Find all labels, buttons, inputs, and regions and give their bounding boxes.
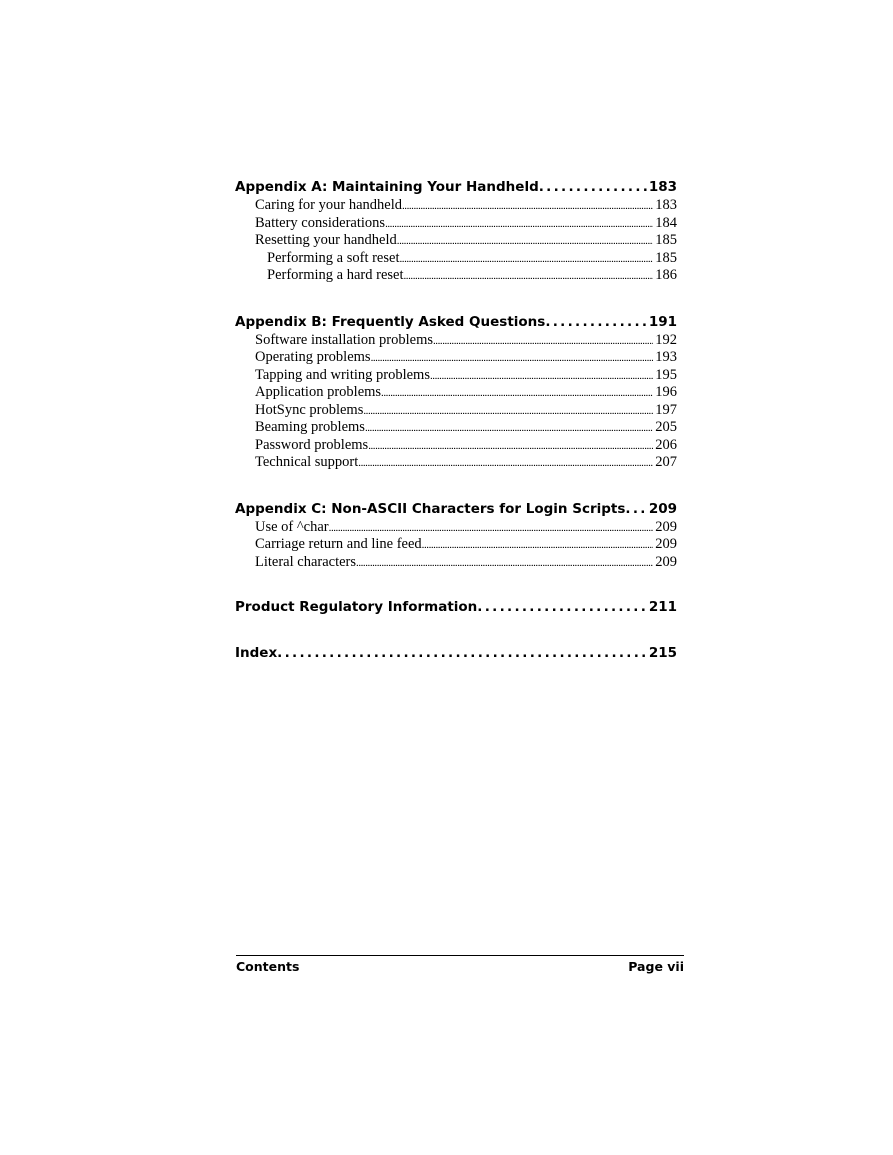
toc-entry-page: 207 — [655, 454, 677, 470]
toc-entry[interactable] — [235, 332, 677, 350]
toc-entry-label: Application problems — [255, 384, 382, 400]
toc-entry-page: 196 — [655, 384, 677, 400]
toc-entry-label: Performing a hard reset — [267, 267, 404, 283]
toc-heading[interactable] — [235, 499, 677, 519]
toc-entry[interactable] — [235, 232, 677, 250]
toc-heading-page: 215 — [648, 645, 677, 661]
dot-leader — [329, 519, 654, 537]
dot-leader — [381, 384, 653, 402]
dot-leader — [625, 499, 646, 519]
toc-entry-page: 186 — [655, 267, 677, 283]
toc-entry-page: 184 — [655, 214, 677, 231]
dot-leader — [402, 197, 653, 215]
toc-entry[interactable] — [235, 402, 677, 420]
dot-leader — [363, 402, 653, 420]
section-spacer — [235, 571, 677, 597]
toc-heading[interactable] — [235, 312, 677, 332]
toc-heading-title: Appendix C: Non-ASCII Characters for Login Scripts — [235, 500, 626, 517]
table-of-contents — [235, 177, 677, 663]
toc-heading-title: Appendix B: Frequently Asked Questions — [235, 313, 546, 330]
toc-entry-page: 209 — [655, 553, 677, 570]
toc-entry-page: 197 — [655, 401, 677, 418]
toc-section-appendix-c — [235, 499, 677, 572]
section-spacer — [235, 472, 677, 499]
toc-entry-label: Carriage return and line feed — [255, 536, 422, 552]
toc-entry-page: 209 — [655, 518, 677, 535]
dot-leader — [422, 536, 654, 554]
toc-entry[interactable] — [235, 519, 677, 537]
toc-entry[interactable] — [235, 367, 677, 385]
page-footer — [236, 955, 684, 974]
toc-entry-label: Password problems — [255, 436, 369, 453]
toc-heading-title: Product Regulatory Information — [235, 599, 478, 615]
toc-heading[interactable] — [235, 643, 677, 663]
toc-entry-page: 206 — [655, 436, 677, 453]
dot-leader — [397, 232, 653, 250]
toc-entry[interactable] — [235, 197, 677, 215]
dot-leader — [404, 267, 654, 285]
footer-page-number: Page vii — [628, 959, 684, 974]
toc-entry-page: 195 — [655, 366, 677, 383]
toc-heading[interactable] — [235, 177, 677, 197]
dot-leader — [430, 367, 653, 385]
toc-heading[interactable] — [235, 597, 677, 617]
toc-entry[interactable] — [235, 536, 677, 554]
toc-heading-page: 183 — [648, 179, 677, 195]
toc-section-appendix-a — [235, 177, 677, 285]
toc-entry-label: Battery considerations — [255, 214, 386, 231]
toc-heading-page: 191 — [648, 313, 677, 330]
toc-entry-label: HotSync problems — [255, 401, 364, 418]
dot-leader — [433, 332, 653, 350]
toc-entry-page: 205 — [655, 419, 677, 435]
toc-entry-page: 183 — [655, 197, 677, 213]
toc-entry[interactable] — [235, 215, 677, 233]
toc-subentry[interactable] — [235, 267, 677, 285]
toc-entry-page: 193 — [655, 349, 677, 365]
toc-entry-label: Beaming problems — [255, 419, 365, 435]
toc-subentry[interactable] — [235, 250, 677, 268]
dot-leader — [356, 554, 653, 572]
toc-heading-page: 209 — [648, 500, 677, 517]
toc-heading-title: Appendix A: Maintaining Your Handheld — [235, 179, 539, 195]
toc-section-index — [235, 643, 677, 663]
dot-leader — [399, 250, 653, 268]
toc-entry[interactable] — [235, 437, 677, 455]
dot-leader — [385, 215, 653, 233]
toc-entry-label: Use of ^char — [255, 518, 329, 535]
toc-entry-page: 185 — [655, 249, 677, 266]
toc-entry-page: 192 — [655, 331, 677, 348]
dot-leader — [477, 597, 647, 617]
toc-heading-page: 211 — [648, 599, 677, 615]
section-spacer — [235, 285, 677, 312]
toc-entry-label: Caring for your handheld — [255, 197, 402, 213]
toc-heading-title: Index — [235, 645, 278, 661]
dot-leader — [358, 454, 653, 472]
toc-entry-label: Operating problems — [255, 349, 371, 365]
toc-entry-page: 209 — [655, 536, 677, 552]
dot-leader — [277, 643, 647, 663]
toc-entry[interactable] — [235, 554, 677, 572]
toc-entry-label: Resetting your handheld — [255, 232, 397, 248]
dot-leader — [371, 349, 654, 367]
toc-entry-label: Literal characters — [255, 553, 357, 570]
toc-entry[interactable] — [235, 384, 677, 402]
dot-leader — [539, 177, 647, 197]
toc-entry-label: Performing a soft reset — [267, 249, 400, 266]
toc-entry-label: Software installation problems — [255, 331, 433, 348]
section-spacer — [235, 617, 677, 643]
toc-section-appendix-b — [235, 312, 677, 472]
dot-leader — [545, 312, 646, 332]
toc-entry-page: 185 — [655, 232, 677, 248]
toc-entry-label: Technical support — [255, 454, 359, 470]
toc-entry[interactable] — [235, 454, 677, 472]
footer-section-label: Contents — [236, 959, 300, 974]
toc-section-regulatory — [235, 597, 677, 617]
dot-leader — [368, 437, 653, 455]
toc-entry[interactable] — [235, 419, 677, 437]
toc-entry[interactable] — [235, 349, 677, 367]
dot-leader — [365, 419, 653, 437]
toc-entry-label: Tapping and writing problems — [255, 366, 430, 383]
